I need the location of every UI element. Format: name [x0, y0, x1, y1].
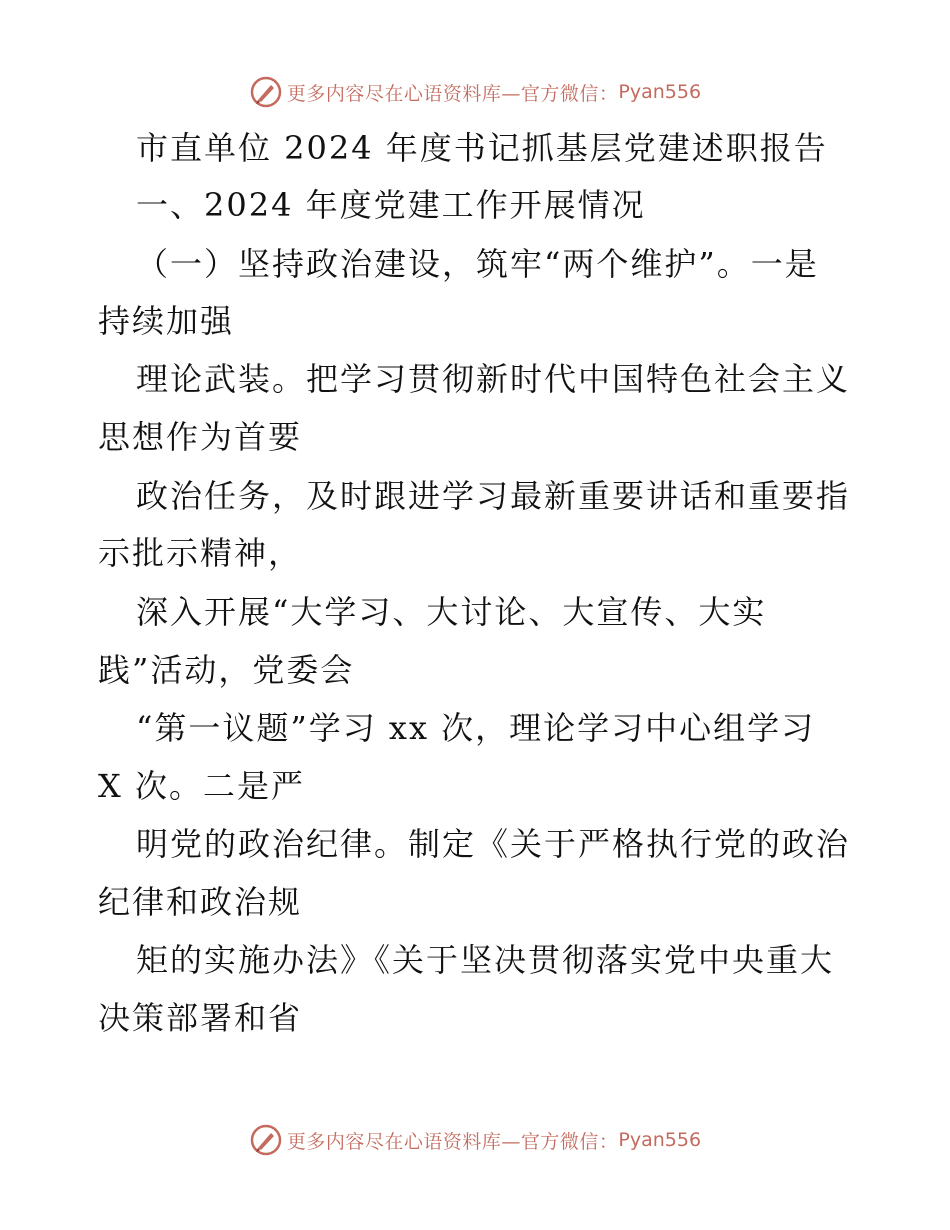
paragraph-line: 深入开展“大学习、大讨论、大宣传、大实	[136, 593, 767, 631]
paragraph-line: 决策部署和省	[98, 999, 303, 1037]
watermark-handle: Pyan556	[618, 1129, 702, 1151]
paragraph-line: （一）坚持政治建设，筑牢“两个维护”。一是	[136, 245, 819, 283]
paragraph-line: 践”活动，党委会	[98, 651, 355, 689]
watermark-handle: Pyan556	[618, 81, 702, 103]
paragraph-line: X 次。二是严	[98, 767, 305, 805]
pen-logo-icon	[249, 1123, 283, 1157]
paragraph-line: 政治任务，及时跟进学习最新重要讲话和重要指	[136, 477, 851, 515]
paragraph-line: 理论武装。把学习贯彻新时代中国特色社会主义	[136, 360, 851, 398]
paragraph-line: 思想作为首要	[98, 418, 303, 456]
paragraph-line: 纪律和政治规	[98, 883, 303, 921]
header-watermark	[0, 72, 950, 112]
section-heading: 一、2024 年度党建工作开展情况	[136, 186, 646, 224]
document-title: 市直单位 2024 年度书记抓基层党建述职报告	[136, 129, 828, 167]
paragraph-line: 示批示精神，	[98, 534, 303, 572]
watermark-text: 更多内容尽在心语资料库—官方微信：	[286, 82, 619, 105]
paragraph-line: “第一议题”学习 xx 次，理论学习中心组学习	[136, 709, 816, 747]
paragraph-line: 矩的实施办法》《关于坚决贯彻落实党中央重大	[136, 941, 835, 979]
footer-watermark	[0, 1120, 950, 1160]
watermark-text: 更多内容尽在心语资料库—官方微信：	[286, 1130, 619, 1153]
pen-logo-icon	[249, 75, 283, 109]
paragraph-line: 持续加强	[98, 302, 235, 340]
paragraph-line: 明党的政治纪律。制定《关于严格执行党的政治	[136, 825, 851, 863]
